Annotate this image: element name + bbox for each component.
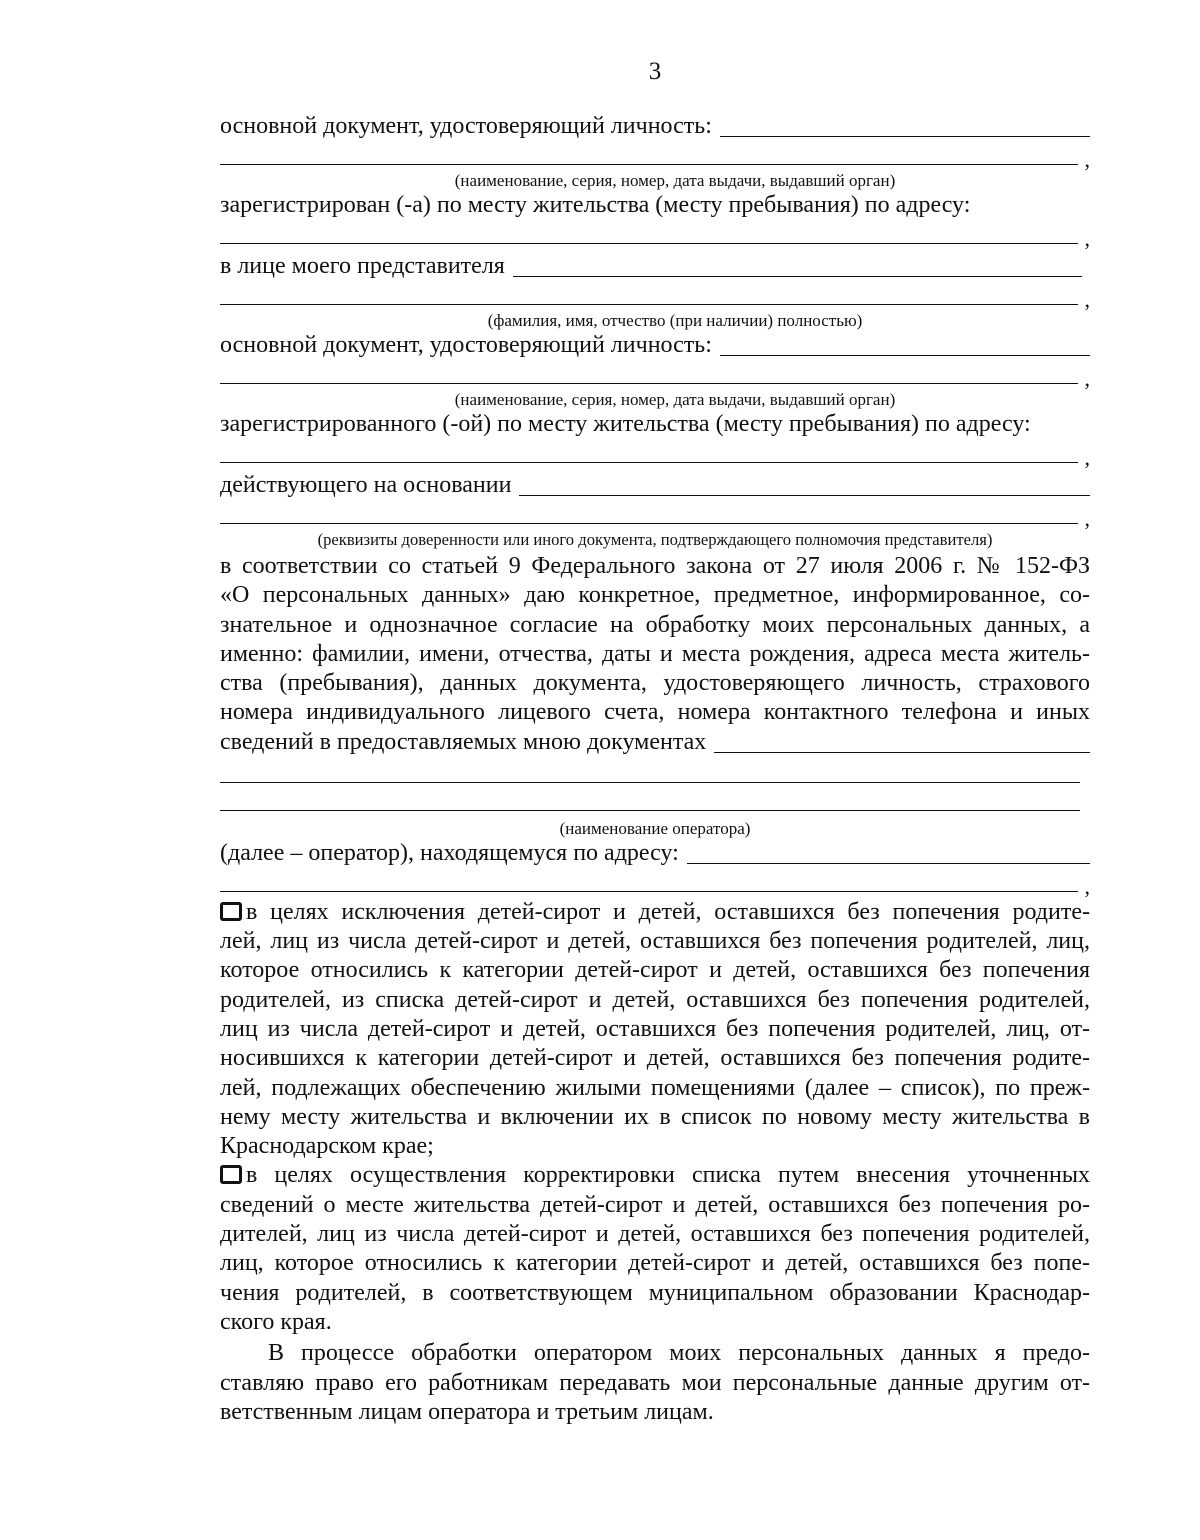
operator-address-line-row	[220, 868, 1090, 898]
option-1-line: которое относились к категории детей-сирот и детей, оставшихся без попечения	[220, 957, 1090, 984]
option-1-line: лей, лиц из числа детей-сирот и детей, оставшихся без попечения родителей, лиц,	[220, 928, 1090, 955]
option-2-line: лиц, которое относились к категории детей-сирот и детей, оставшихся без попе-	[220, 1250, 1090, 1277]
rep-identity-doc-line[interactable]	[220, 383, 1078, 384]
consent-line: «О персональных данных» даю конкретное, предметное, информированное, со-	[220, 582, 1090, 609]
identity-doc-caption: (наименование, серия, номер, дата выдачи, выдавший орган)	[454, 171, 896, 190]
final-paragraph	[220, 1339, 1090, 1427]
representative-row	[220, 252, 1090, 281]
registered-address-line[interactable]	[220, 243, 1078, 244]
consent-line: номера индивидуального лицевого счета, номера контактного телефона и иных	[220, 699, 1090, 726]
option-2-line: дителей, лиц из числа детей-сирот и детей, оставшихся без попечения родителей,	[220, 1221, 1090, 1248]
operator-line-2-row	[220, 789, 1090, 817]
comma: ,	[1084, 873, 1090, 899]
comma: ,	[1084, 445, 1090, 470]
option-1-line: родителей, из списка детей-сирот и детей, оставшихся без попечения родителей,	[220, 986, 1090, 1013]
representative-blank[interactable]	[513, 254, 1082, 277]
rep-identity-doc-line-row	[220, 360, 1090, 390]
consent-paragraph	[220, 552, 1090, 728]
operator-name-line-2[interactable]	[220, 810, 1080, 811]
option-1-line: Краснодарском крае;	[220, 1133, 434, 1160]
operator-address-line[interactable]	[220, 891, 1078, 892]
final-line: В процессе обработки оператором моих персональных данных я предо-	[268, 1340, 1090, 1367]
operator-address-label: (далее – оператор), находящемуся по адресу:	[220, 839, 679, 866]
rep-registered-row	[220, 410, 1090, 439]
acting-basis-blank[interactable]	[519, 473, 1090, 496]
rep-identity-doc-blank[interactable]	[720, 333, 1090, 356]
option-1-checkbox[interactable]	[220, 902, 242, 921]
operator-caption: (наименование оператора)	[559, 818, 751, 838]
registered-row	[220, 191, 1090, 220]
option-1-line: нему месту жительства и включении их в список по новому месту жительства в	[220, 1103, 1090, 1130]
operator-line-1-row	[220, 757, 1090, 789]
documents-label: сведений в предоставляемых мною документах	[220, 728, 707, 755]
acting-basis-label: действующего на основании	[220, 472, 512, 498]
option-2-line: чения родителей, в соответствующем муниципальном образовании Краснодар-	[220, 1279, 1090, 1306]
option-2-line: сведений о месте жительства детей-сирот и детей, оставшихся без попечения ро-	[220, 1191, 1090, 1218]
comma: ,	[1084, 366, 1090, 391]
operator-address-row	[220, 839, 1090, 868]
identity-doc-line-row	[220, 141, 1090, 171]
documents-row	[220, 728, 1090, 757]
option-1-text: в целях исключения детей-сирот и детей, оставшихся без попечения родите-	[246, 898, 1090, 925]
rep-identity-doc-label: основной документ, удостоверяющий личность:	[220, 332, 712, 358]
documents-blank[interactable]	[714, 730, 1090, 753]
identity-doc-row	[220, 112, 1090, 141]
option-2-text: в целях осуществления корректировки списка путем внесения уточненных	[246, 1162, 1090, 1189]
comma: ,	[1084, 226, 1090, 251]
representative-line[interactable]	[220, 304, 1078, 305]
consent-line: знательное и однозначное согласие на обработку моих персональных данных, а	[220, 611, 1090, 638]
representative-line-row	[220, 281, 1090, 311]
option-1-line: лиц из числа детей-сирот и детей, оставшихся без попечения родителей, лиц, от-	[220, 1015, 1090, 1042]
rep-registered-address-line[interactable]	[220, 462, 1078, 463]
page-number: 3	[648, 58, 662, 85]
rep-registered-line-row	[220, 439, 1090, 469]
option-2-checkbox[interactable]	[220, 1165, 242, 1184]
final-line: ставляю право его работникам передавать мои персональные данные другим от-	[220, 1369, 1090, 1396]
identity-doc-blank[interactable]	[720, 114, 1090, 137]
option-2	[220, 1161, 1090, 1337]
registered-line-row	[220, 220, 1090, 250]
rep-identity-doc-caption: (наименование, серия, номер, дата выдачи, выдавший орган)	[454, 390, 896, 409]
option-1-line: носившихся к категории детей-сирот и детей, оставшихся без попечения родите-	[220, 1045, 1090, 1072]
operator-name-line-1[interactable]	[220, 782, 1080, 783]
representative-label: в лице моего представителя	[220, 253, 505, 279]
comma: ,	[1084, 147, 1090, 172]
rep-registered-label: зарегистрированного (-ой) по месту жительства (месту пребывания) по адресу:	[220, 411, 1031, 437]
option-1-line: лей, подлежащих обеспечению жилыми помещениями (далее – список), по преж-	[220, 1074, 1090, 1101]
comma: ,	[1084, 506, 1090, 531]
registered-label: зарегистрирован (-а) по месту жительства (месту пребывания) по адресу:	[220, 192, 971, 218]
acting-basis-line[interactable]	[220, 523, 1078, 524]
option-1	[220, 898, 1090, 1162]
consent-line: ства (пребывания), данных документа, удостоверяющего личность, страхового	[220, 670, 1090, 697]
acting-basis-row	[220, 471, 1090, 500]
representative-caption: (фамилия, имя, отчество (при наличии) полностью)	[487, 311, 863, 330]
identity-doc-label: основной документ, удостоверяющий личность:	[220, 113, 712, 139]
comma: ,	[1084, 287, 1090, 312]
operator-address-blank[interactable]	[687, 841, 1090, 864]
acting-basis-caption: (реквизиты доверенности или иного документа, подтверждающего полномочия представителя)	[317, 530, 993, 549]
final-line: ветственным лицам оператора и третьим лицам.	[220, 1398, 714, 1425]
acting-basis-line-row	[220, 500, 1090, 530]
option-2-line	[220, 1161, 1090, 1190]
consent-form	[220, 112, 1090, 1427]
consent-line: в соответствии со статьей 9 Федерального закона от 27 июля 2006 г. № 152-ФЗ	[220, 553, 1090, 579]
identity-doc-line[interactable]	[220, 164, 1078, 165]
rep-identity-doc-row	[220, 331, 1090, 360]
option-2-line: ского края.	[220, 1308, 332, 1335]
option-1-line	[220, 898, 1090, 927]
consent-line: именно: фамилии, имени, отчества, даты и места рождения, адреса места житель-	[220, 640, 1090, 667]
